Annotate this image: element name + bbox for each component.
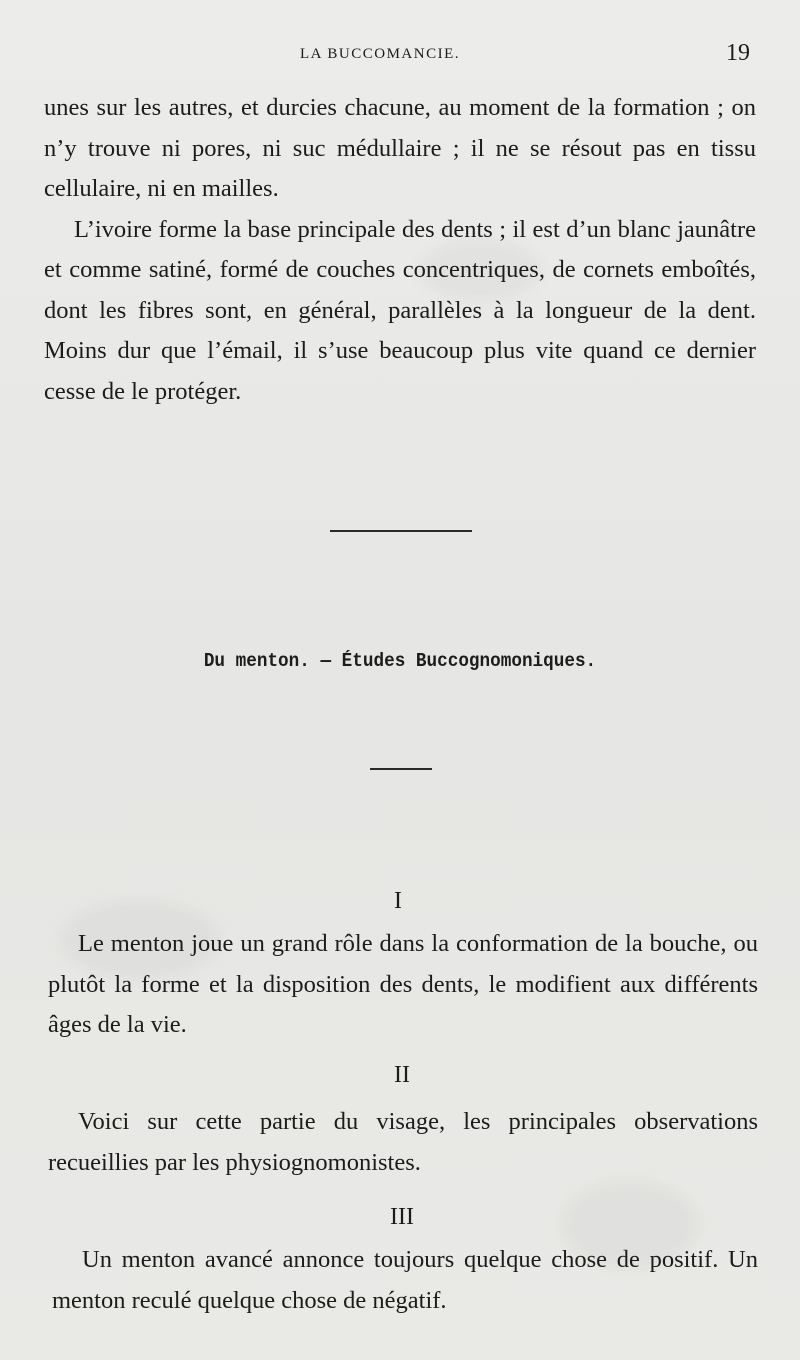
page-number: 19	[726, 40, 750, 66]
article-numeral: I	[394, 888, 402, 914]
article-text	[48, 1102, 758, 1183]
article-text	[48, 924, 758, 1046]
article-numeral: II	[394, 1062, 410, 1088]
running-head: LA BUCCOMANCIE.	[300, 46, 461, 62]
paragraph: unes sur les autres, et durcies chacune, au moment de la formation ; on n’y trouve ni pores, ni suc médullaire ; il ne se résout pas en tissu cellulaire, ni en mailles.	[44, 94, 756, 202]
section-divider	[370, 768, 432, 770]
section-divider	[330, 530, 472, 532]
article-text	[52, 1240, 758, 1321]
body-text	[44, 88, 756, 412]
paragraph: L’ivoire forme la base principale des dents ; il est d’un blanc jaunâtre et comme satiné, formé de couches concentriques, de cornets emboîtés, dont les fibres sont, en général, parallèles à la longueur de la dent. Moins dur que l’émail, il s’use beaucoup plus vite quand ce dernier cesse de le protéger.	[44, 215, 756, 405]
article-numeral: III	[390, 1204, 414, 1230]
paragraph: Voici sur cette partie du visage, les principales observations recueillies par les physiognomonistes.	[48, 1108, 758, 1176]
section-title: Du menton. — Études Buccognomoniques.	[203, 650, 597, 672]
paragraph: Un menton avancé annonce toujours quelque chose de positif. Un menton reculé quelque chose de négatif.	[52, 1246, 758, 1314]
paragraph: Le menton joue un grand rôle dans la conformation de la bouche, ou plutôt la forme et la disposition des dents, le modifient aux différents âges de la vie.	[48, 930, 758, 1038]
